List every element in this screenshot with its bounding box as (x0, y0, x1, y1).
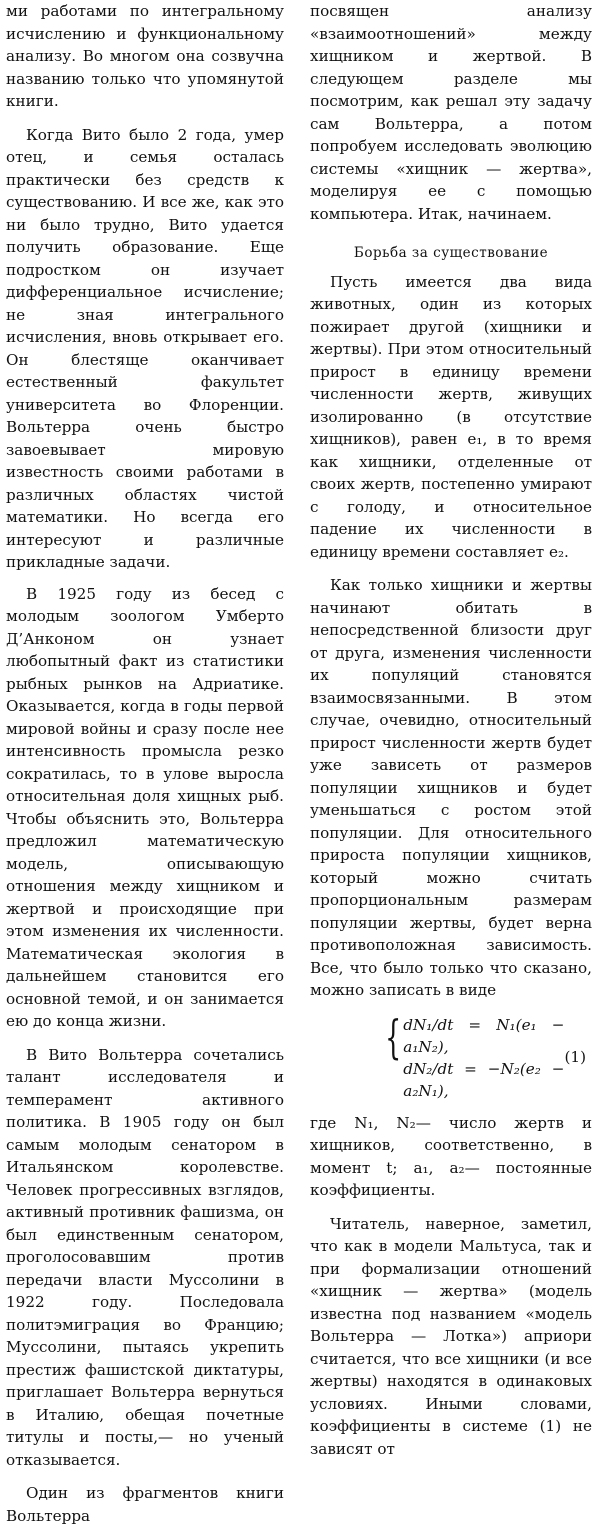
paragraph: ми работами по интегральному исчислению и функциональному анализу. Во многом она созвучна названию только что упомянутой книги. (6, 2, 284, 110)
equation-number: (1) (564, 1048, 586, 1067)
equation-line: dN₂/dt = −N₂(e₂ − a₂N₁), (403, 1059, 565, 1100)
paragraph: где N₁, N₂— число жертв и хищников, соответственно, в момент t; a₁, a₂— постоянные коэффициенты. (310, 1113, 592, 1199)
left-column (6, 0, 284, 1527)
equation-line: dN₁/dt = N₁(e₁ − a₁N₂), (403, 1015, 565, 1056)
paragraph: посвящен анализу «взаимоотношений» между хищником и жертвой. В следующем разделе мы посмотрим, как решал эту задачу сам Вольтерра, а потом попробуем исследовать эволюцию системы «хищник — жертва», моделируя ее с помощью компьютера. Итак, начинаем. (310, 2, 592, 223)
paragraph: Пусть имеется два вида животных, один из которых пожирает другой (хищники и жертвы). При этом относительный прирост в единицу времени численности жертв, живущих изолированно (в отсутствие хищников), равен e₁, в то время как хищники, отделенные от своих жертв, постепенно умирают с голоду, и относительное падение их численности в единицу времени составляет e₂. (310, 272, 592, 561)
paragraph: В 1925 году из бесед с молодым зоологом Умберто Д’Анконом он узнает любопытный факт из статистики рыбных рынков на Адриатике. Оказывается, когда в годы первой мировой войны и сразу после нее интенсивность промысла резко сократилась, то в улове выросла относительная доля хищных рыб. Чтобы объяснить это, Вольтерра предложил математическую модель, описывающую отношения между хищником и жертвой и происходящие при этом изменения их численности. Математическая экология в дальнейшем становится его основной темой, и он занимается ею до конца жизни. (6, 584, 284, 1030)
brace-icon: { (385, 1009, 402, 1064)
paragraph: Один из фрагментов книги Вольтерра (6, 1484, 284, 1525)
paragraph: Когда Вито было 2 года, умер отец, и семья осталась практически без средств к существованию. И все же, как это ни было трудно, Вито удается получить образование. Еще подростком он изучает дифференциальное исчисление; не зная интегрального исчисления, вновь открывает его. Он блестяще оканчивает естественный факультет университета во Флоренции. Вольтерра очень быстро завоевывает мировую известность своими работами в различных областях чистой математики. Но всегда его интересуют и различные прикладные задачи. (6, 125, 284, 571)
right-column (310, 0, 592, 1460)
paragraph: Как только хищники и жертвы начинают обитать в непосредственной близости друг от друга, изменения численности их популяций становятся взаимосвязанными. В этом случае, очевидно, относительный прирост численности жертв будет уже зависеть от размеров популяции хищников и будет уменьшаться с ростом этой популяции. Для относительного прироста популяции хищников, который можно считать пропорциональным размерам популяции жертвы, будет верна противоположная зависимость. Все, что было только что сказано, можно записать в виде (310, 576, 592, 999)
equation-system (310, 1009, 592, 1102)
paragraph: В Вито Вольтерра сочетались талант исследователя и темперамент активного политика. В 1905 году он был самым молодым сенатором в Итальянском королевстве. Человек прогрессивных взглядов, активный противник фашизма, он был единственным сенатором, проголосовавшим против передачи власти Муссолини в 1922 году. Последовала политэмиграция во Францию; Муссолини, пытаясь укрепить престиж фашистской диктатуры, приглашает Вольтерра вернуться в Италию, обещая почетные титулы и посты,— но ученый отказывается. (6, 1045, 284, 1469)
paragraph: Читатель, наверное, заметил, что как в модели Мальтуса, так и при формализации отношений «хищник — жертва» (модель известна под названием «модель Вольтерра — Лотка») априори считается, что все хищники (и все жертвы) находятся в одинаковых условиях. Иными словами, коэффициенты в системе (1) не зависят от (310, 1214, 592, 1458)
section-heading: Борьба за существование (353, 245, 549, 261)
